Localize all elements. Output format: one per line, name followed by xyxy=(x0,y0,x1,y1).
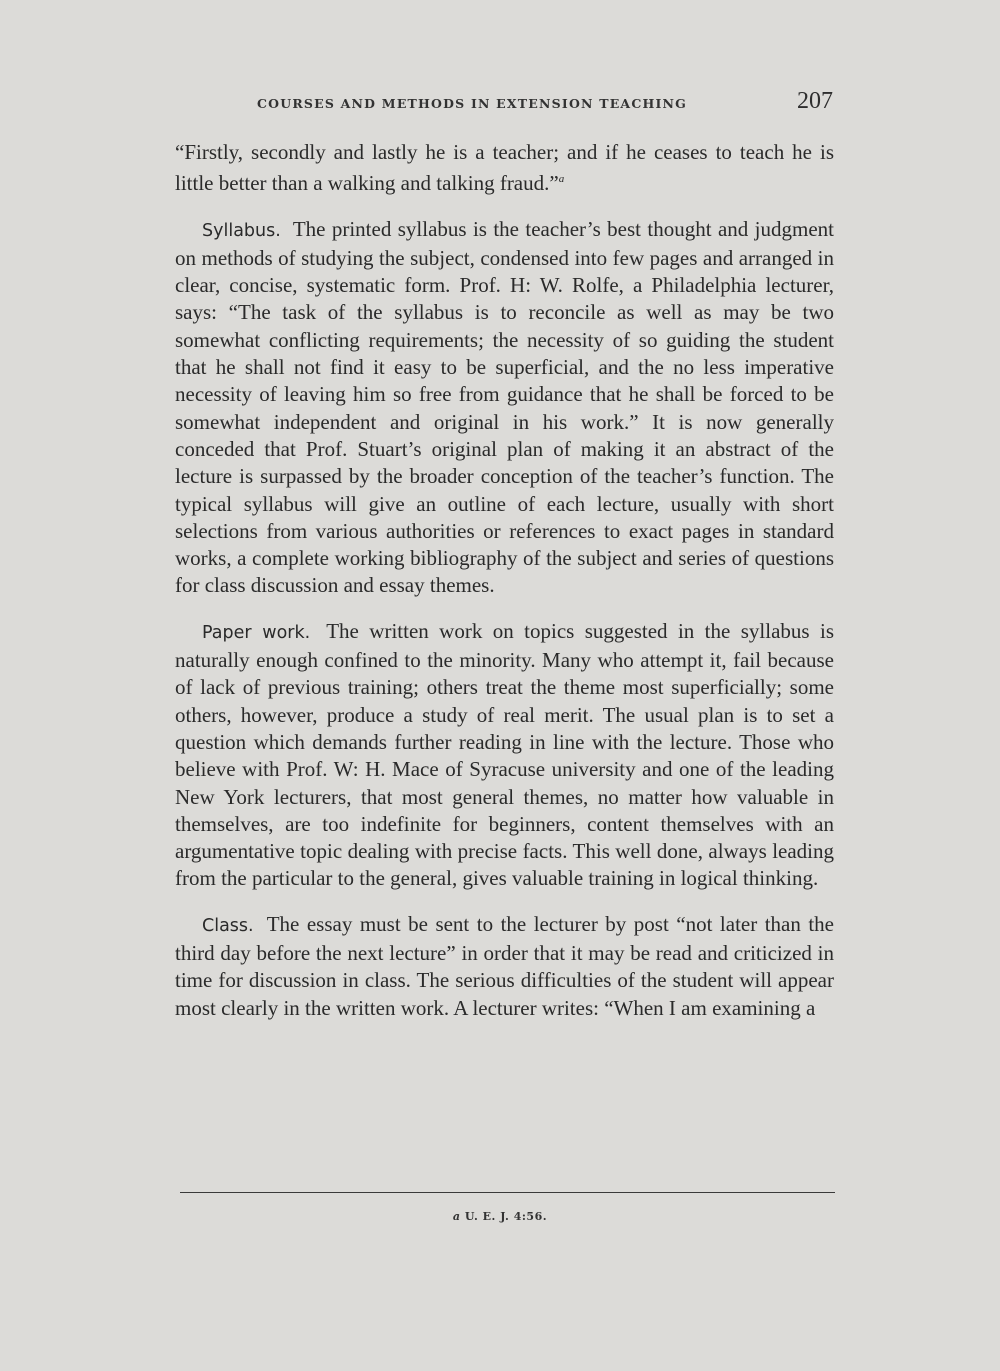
paragraph-syllabus xyxy=(175,216,834,600)
footnote-text: U. E. J. 4:56. xyxy=(464,1210,548,1223)
paragraph-quote xyxy=(175,139,834,198)
footnote-divider xyxy=(180,1192,835,1193)
paragraph-text: “Firstly, secondly and lastly he is a teacher; and if he ceases to teach he is little better than a walking and talking fraud.” xyxy=(175,140,834,196)
footnote-reference: a xyxy=(558,173,565,186)
paragraph-class xyxy=(175,911,834,1022)
paragraph-text: The printed syllabus is the teacher’s best thought and judgment on methods of studying the subject, condensed into few pages and arranged in clear, concise, systematic form. Prof. H: W. Rolfe, a Philadelphia lecturer, says: “The task of the syllabus is to reconcile as well as may be two somewhat conflicting requirements; the necessity of so guiding the student that he shall not find it easy to be superficial, and the no less imperative necessity of leaving him so free from guidance that he shall be forced to be somewhat independent and original in his work.” It is now generally conceded that Prof. Stuart’s original plan of making it an abstract of the lecture is surpassed by the broader conception of the teacher’s function. The typical syllabus will give an outline of each lecture, usually with short selections from various authorities or references to exact pages in standard works, a complete working bibliography of the subject and series of questions for class discussion and essay themes. xyxy=(175,216,834,598)
running-head: COURSES AND METHODS IN EXTENSION TEACHING xyxy=(257,96,688,111)
page-header xyxy=(175,88,835,124)
paragraph-paper-work xyxy=(175,618,834,893)
section-heading-syllabus: Syllabus. xyxy=(202,220,281,241)
paragraph-text: The essay must be sent to the lecturer by post “not later than the third day before the next lecture” in order that it may be read and criticized in time for discussion in class. The serious difficulties of the student will appear most clearly in the written work. A lecturer writes: “When I am examining a xyxy=(175,911,834,1020)
section-heading-paper-work: Paper work. xyxy=(202,622,311,643)
footnote-mark: a xyxy=(452,1210,461,1223)
paragraph-text: The written work on topics suggested in the syllabus is naturally enough confined to the minority. Many who attempt it, fail because of lack of previous training; others treat the theme most superficially; some others, however, produce a study of real merit. The usual plan is to set a question which demands further reading in line with the lecture. Those who believe with Prof. W: H. Mace of Syracuse university and one of the leading New York lecturers, that most general themes, no matter how valuable in themselves, are too indefinite for beginners, content themselves with an argumentative topic dealing with precise facts. This well done, always leading from the particular to the general, gives valuable training in logical thinking. xyxy=(175,618,834,891)
footnote xyxy=(0,1210,1000,1223)
page-number: 207 xyxy=(797,88,833,114)
section-heading-class: Class. xyxy=(202,915,254,936)
body-text xyxy=(175,139,834,1022)
